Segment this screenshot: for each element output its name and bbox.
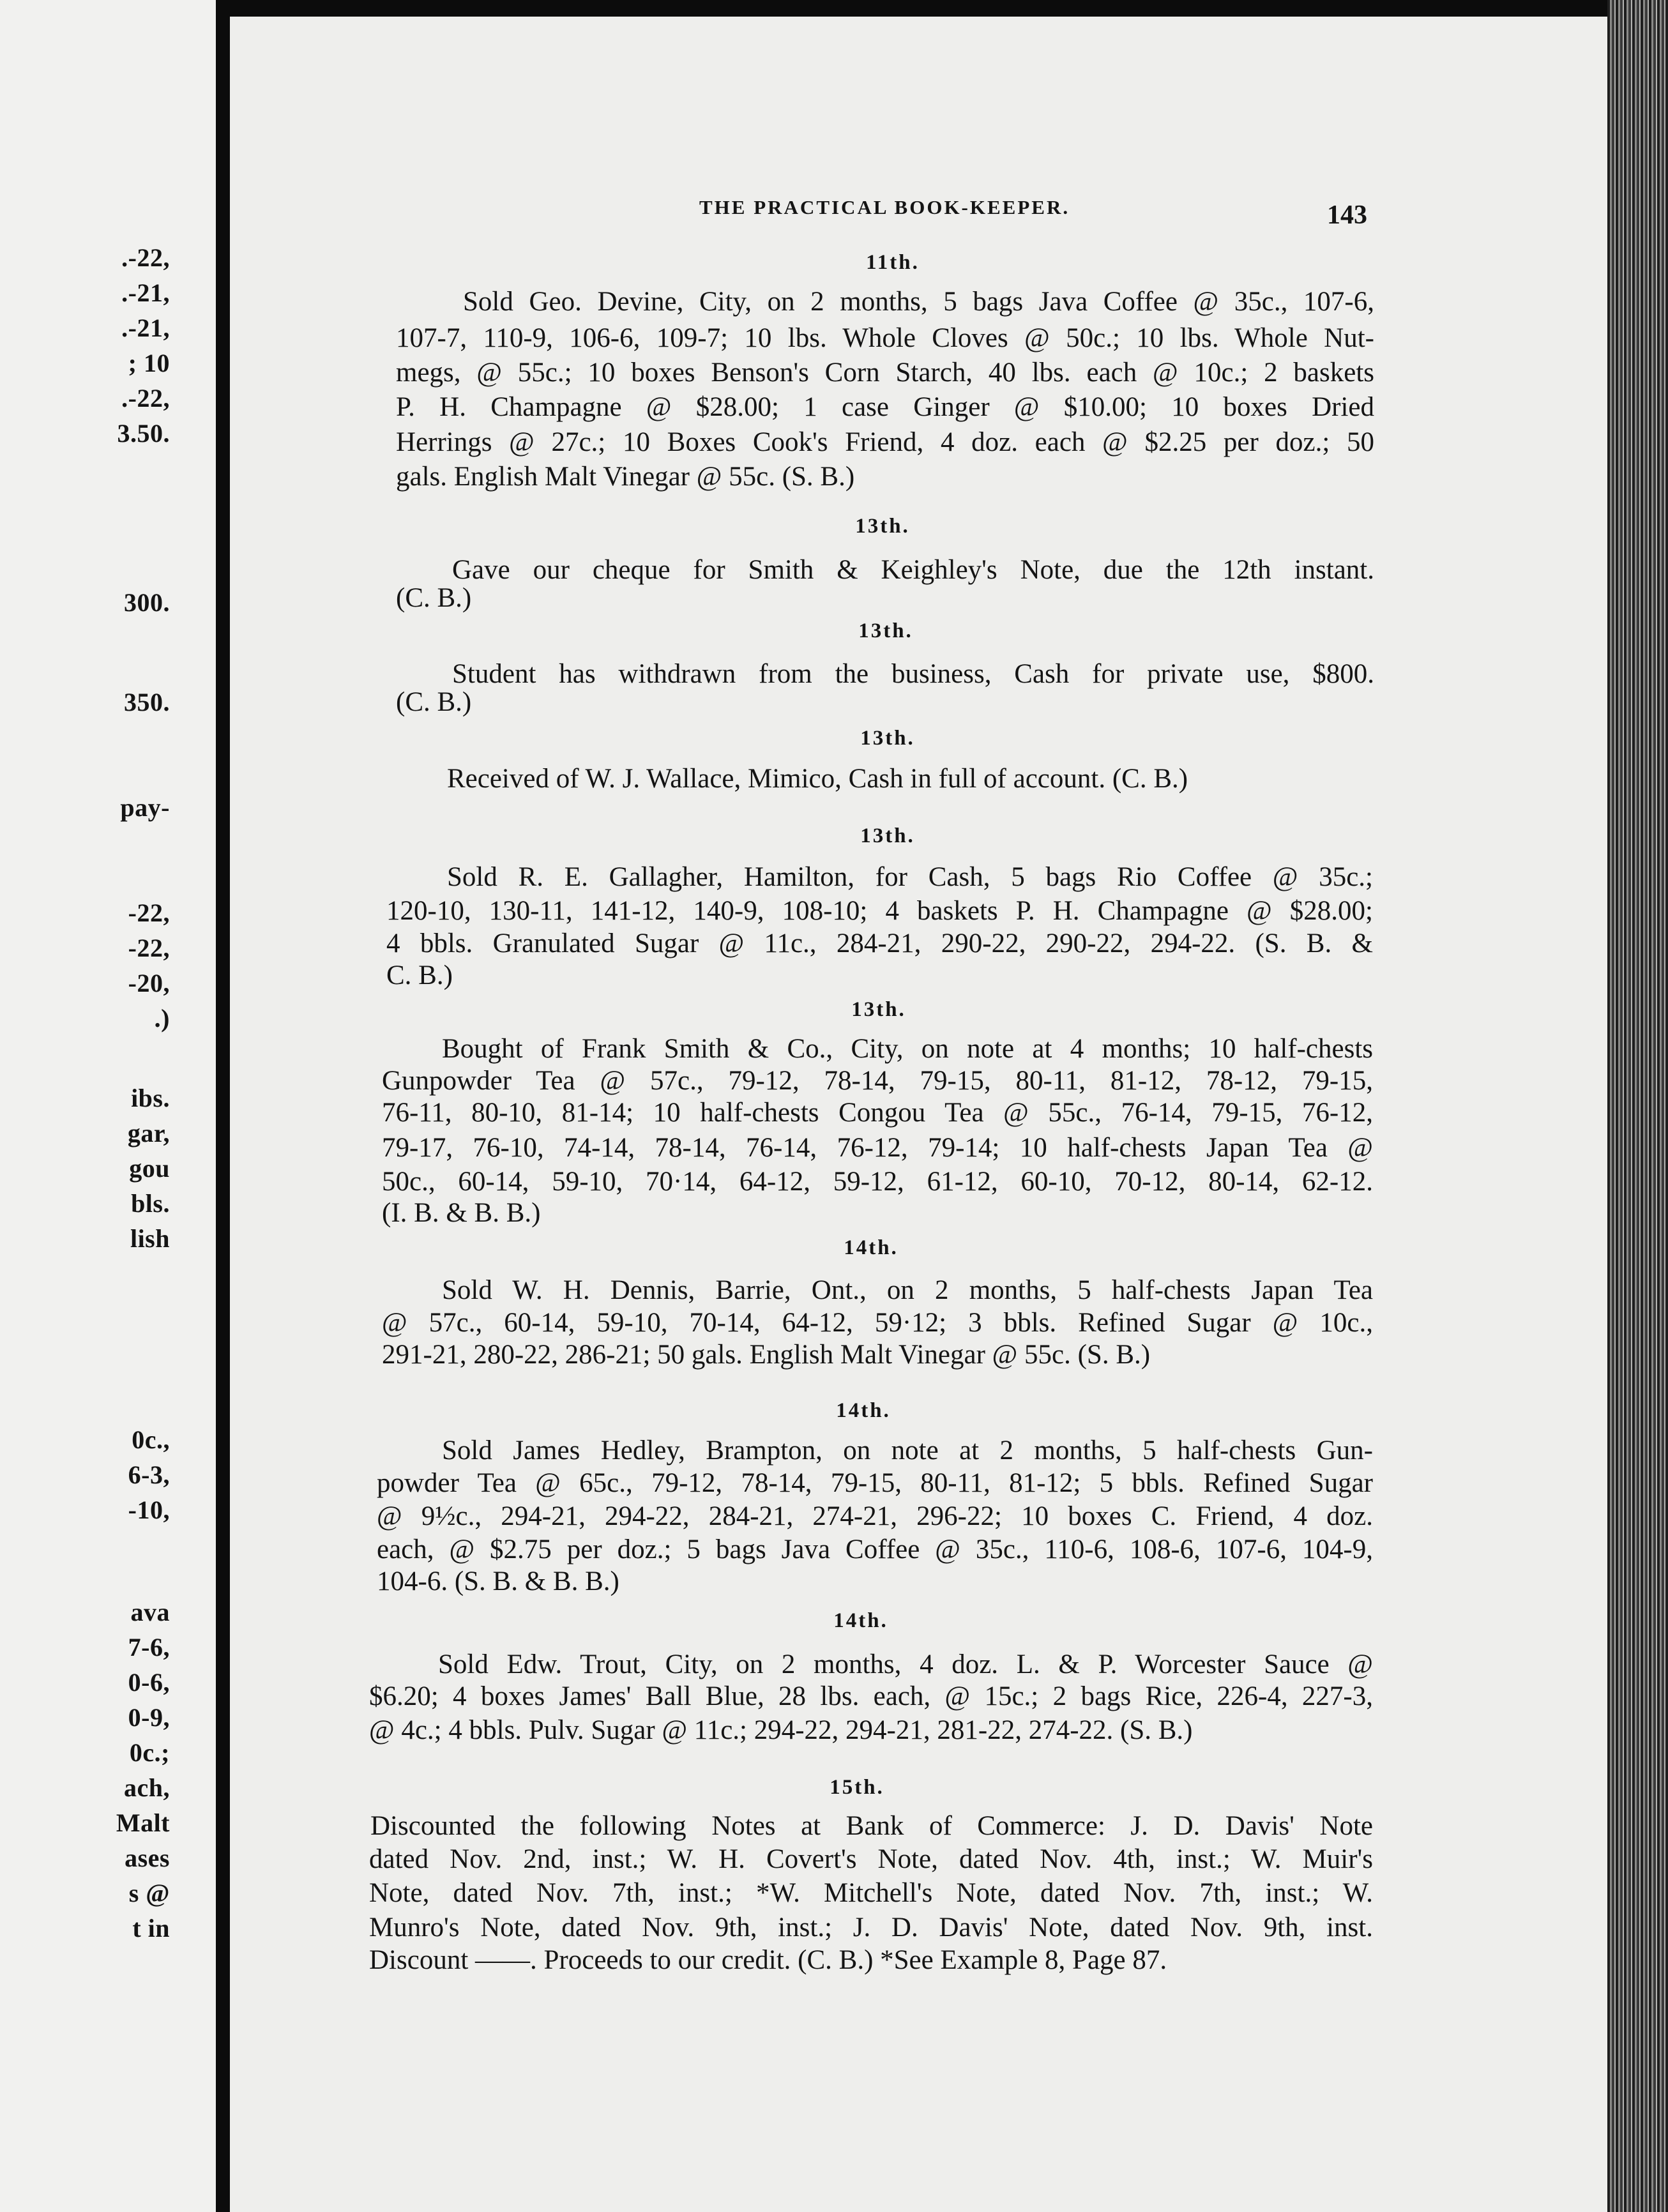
entry-text-line: $6.20; 4 boxes James' Ball Blue, 28 lbs. each, @ 15c.; 2 bags Rice, 226-4, 227-3, bbox=[369, 1681, 1373, 1711]
entry-text-line: 4 bbls. Granulated Sugar @ 11c., 284-21, 290-22, 290-22, 294-22. (S. B. & bbox=[386, 928, 1373, 958]
left-page-line: .-21, bbox=[121, 278, 170, 307]
entry-text-line: 104-6. (S. B. & B. B.) bbox=[377, 1566, 619, 1596]
left-page-line: ava bbox=[130, 1598, 170, 1626]
left-page-line: t in bbox=[132, 1914, 170, 1943]
entry-text-line: Gave our cheque for Smith & Keighley's Note, due the 12th instant. bbox=[452, 555, 1374, 585]
entry-text-line: 120-10, 130-11, 141-12, 140-9, 108-10; 4 baskets P. H. Champagne @ $28.00; bbox=[386, 896, 1373, 926]
left-page-line: ach, bbox=[124, 1773, 170, 1802]
left-page-fragment bbox=[0, 0, 216, 2212]
entry-text-line: C. B.) bbox=[386, 960, 453, 990]
entry-text-line: 76-11, 80-10, 81-14; 10 half-chests Congou Tea @ 55c., 76-14, 79-15, 76-12, bbox=[382, 1098, 1373, 1128]
left-page-line: 350. bbox=[124, 688, 170, 716]
entry-text-line: Sold James Hedley, Brampton, on note at 2 months, 5 half-chests Gun- bbox=[442, 1436, 1373, 1466]
left-page-line: -20, bbox=[128, 969, 170, 997]
left-page-line: gou bbox=[129, 1154, 170, 1183]
entry-text-line: Discount ——. Proceeds to our credit. (C. B.) *See Example 8, Page 87. bbox=[369, 1945, 1167, 1975]
entry-text-line: gals. English Malt Vinegar @ 55c. (S. B.) bbox=[396, 462, 855, 492]
entry-date-heading: 13th. bbox=[858, 619, 913, 642]
entry-text-line: @ 57c., 60-14, 59-10, 70-14, 64-12, 59·12; 3 bbls. Refined Sugar @ 10c., bbox=[382, 1308, 1373, 1338]
entry-text-line: dated Nov. 2nd, inst.; W. H. Covert's Note, dated Nov. 4th, inst.; W. Muir's bbox=[369, 1844, 1373, 1874]
page-edges bbox=[1607, 0, 1668, 2212]
entry-date-heading: 14th. bbox=[833, 1609, 888, 1632]
entry-text-line: 291-21, 280-22, 286-21; 50 gals. English Malt Vinegar @ 55c. (S. B.) bbox=[382, 1340, 1151, 1370]
entry-text-line: 79-17, 76-10, 74-14, 78-14, 76-14, 76-12, 79-14; 10 half-chests Japan Tea @ bbox=[382, 1133, 1373, 1163]
entry-text-line: Received of W. J. Wallace, Mimico, Cash in full of account. (C. B.) bbox=[447, 764, 1188, 794]
entry-text-line: (C. B.) bbox=[396, 583, 472, 613]
left-page-line: -22, bbox=[128, 934, 170, 962]
left-page-line: ; 10 bbox=[128, 349, 170, 377]
left-page-line: bls. bbox=[131, 1189, 170, 1218]
entry-text-line: Sold W. H. Dennis, Barrie, Ont., on 2 months, 5 half-chests Japan Tea bbox=[442, 1275, 1373, 1305]
left-page-line: s @ bbox=[128, 1879, 170, 1907]
page-number: 143 bbox=[1327, 201, 1367, 230]
entry-text-line: Herrings @ 27c.; 10 Boxes Cook's Friend, 4 doz. each @ $2.25 per doz.; 50 bbox=[396, 427, 1374, 457]
entry-text-line: Discounted the following Notes at Bank of Commerce: J. D. Davis' Note bbox=[370, 1811, 1373, 1841]
entry-text-line: (C. B.) bbox=[396, 687, 472, 717]
entry-text-line: powder Tea @ 65c., 79-12, 78-14, 79-15, 80-11, 81-12; 5 bbls. Refined Sugar bbox=[377, 1468, 1373, 1498]
entry-text-line: megs, @ 55c.; 10 boxes Benson's Corn Starch, 40 lbs. each @ 10c.; 2 baskets bbox=[396, 358, 1374, 388]
left-page-line: 0-9, bbox=[128, 1703, 170, 1732]
entry-text-line: (I. B. & B. B.) bbox=[382, 1198, 541, 1228]
left-page-line: 0c., bbox=[132, 1425, 170, 1454]
left-page-line: -22, bbox=[128, 898, 170, 927]
entry-text-line: Bought of Frank Smith & Co., City, on note at 4 months; 10 half-chests bbox=[442, 1034, 1373, 1064]
entry-date-heading: 14th. bbox=[844, 1236, 898, 1259]
left-page-line: Malt bbox=[116, 1808, 170, 1837]
entry-text-line: Gunpowder Tea @ 57c., 79-12, 78-14, 79-15, 80-11, 81-12, 78-12, 79-15, bbox=[382, 1066, 1373, 1096]
running-head: THE PRACTICAL BOOK-KEEPER. bbox=[699, 196, 1070, 218]
entry-text-line: @ 9½c., 294-21, 294-22, 284-21, 274-21, 296-22; 10 boxes C. Friend, 4 doz. bbox=[377, 1501, 1373, 1531]
entry-date-heading: 13th. bbox=[855, 515, 910, 538]
entry-date-heading: 13th. bbox=[851, 998, 906, 1021]
left-page-line: .-22, bbox=[121, 243, 170, 272]
entry-date-heading: 13th. bbox=[860, 824, 915, 847]
left-page-line: 300. bbox=[124, 588, 170, 617]
entry-text-line: Munro's Note, dated Nov. 9th, inst.; J. D. Davis' Note, dated Nov. 9th, inst. bbox=[369, 1913, 1373, 1943]
left-page-line: ibs. bbox=[131, 1084, 170, 1112]
left-page-line: .-21, bbox=[121, 314, 170, 342]
left-page-line: pay- bbox=[120, 793, 170, 822]
left-page-line: 0-6, bbox=[128, 1668, 170, 1697]
left-page-line: .-22, bbox=[121, 384, 170, 413]
entry-text-line: Sold Edw. Trout, City, on 2 months, 4 doz. L. & P. Worcester Sauce @ bbox=[438, 1649, 1373, 1679]
entry-text-line: each, @ $2.75 per doz.; 5 bags Java Coffee @ 35c., 110-6, 108-6, 107-6, 104-9, bbox=[377, 1534, 1373, 1564]
left-page-line: gar, bbox=[127, 1119, 170, 1148]
scan-border-top bbox=[230, 0, 1607, 17]
entry-date-heading: 15th. bbox=[830, 1776, 884, 1799]
entry-text-line: 50c., 60-14, 59-10, 70·14, 64-12, 59-12, 61-12, 60-10, 70-12, 80-14, 62-12. bbox=[382, 1167, 1373, 1197]
left-page-line: .) bbox=[154, 1004, 170, 1033]
left-page-line: 0c.; bbox=[129, 1738, 170, 1767]
entry-text-line: @ 4c.; 4 bbls. Pulv. Sugar @ 11c.; 294-22, 294-21, 281-22, 274-22. (S. B.) bbox=[369, 1715, 1193, 1745]
left-page-line: -10, bbox=[128, 1496, 170, 1524]
left-page-line: 7-6, bbox=[128, 1633, 170, 1662]
left-page-line: lish bbox=[130, 1224, 170, 1253]
left-page-line: 6-3, bbox=[128, 1460, 170, 1489]
entry-text-line: Sold R. E. Gallagher, Hamilton, for Cash, 5 bags Rio Coffee @ 35c.; bbox=[447, 862, 1373, 892]
book-gutter bbox=[216, 0, 230, 2212]
entry-text-line: Sold Geo. Devine, City, on 2 months, 5 bags Java Coffee @ 35c., 107-6, bbox=[463, 287, 1374, 317]
entry-text-line: Note, dated Nov. 7th, inst.; *W. Mitchell's Note, dated Nov. 7th, inst.; W. bbox=[369, 1878, 1373, 1908]
entry-date-heading: 13th. bbox=[860, 727, 915, 750]
entry-date-heading: 11th. bbox=[866, 251, 920, 274]
entry-date-heading: 14th. bbox=[836, 1399, 891, 1422]
entry-text-line: P. H. Champagne @ $28.00; 1 case Ginger @ $10.00; 10 boxes Dried bbox=[396, 392, 1374, 422]
entry-text-line: Student has withdrawn from the business, Cash for private use, $800. bbox=[452, 659, 1374, 689]
left-page-line: 3.50. bbox=[117, 419, 170, 448]
left-page-line: ases bbox=[125, 1844, 170, 1872]
entry-text-line: 107-7, 110-9, 106-6, 109-7; 10 lbs. Whole Cloves @ 50c.; 10 lbs. Whole Nut- bbox=[396, 323, 1374, 353]
